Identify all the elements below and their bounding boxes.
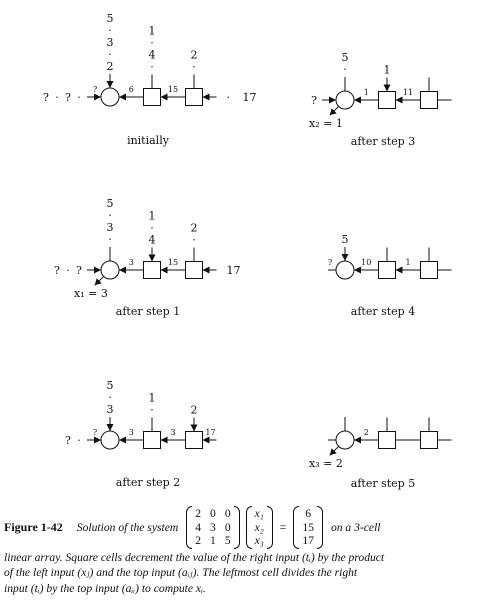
wire-arrow <box>119 437 126 444</box>
matrix-cell: 0 <box>224 507 231 520</box>
top-stream-value: · <box>108 391 112 404</box>
wire-label: 6 <box>128 85 134 94</box>
left-stream-value: ? <box>65 434 71 447</box>
figure-label: Figure 1-42 <box>4 519 63 534</box>
left-stream-value: · <box>77 91 81 104</box>
top-stream-value: 2 <box>106 60 114 73</box>
wire-arrow <box>203 437 210 444</box>
square-cell <box>186 89 203 106</box>
output-value: x₁ = 3 <box>74 287 108 300</box>
top-stream-value: · <box>150 60 154 74</box>
left-stream-value: ? <box>43 91 49 104</box>
wire-label: 1 <box>363 88 369 97</box>
right-input-arrow <box>203 267 210 274</box>
panel-caption: after step 1 <box>115 305 181 318</box>
wire-label: 10 <box>361 258 372 267</box>
wire-label: 3 <box>170 428 176 437</box>
wire-arrow <box>354 437 361 444</box>
square-cell <box>421 432 438 449</box>
figure-caption <box>4 506 474 596</box>
top-stream-value: 3 <box>106 36 114 49</box>
wire-label: 1 <box>405 258 411 267</box>
matrix-cell: 0 <box>224 520 231 534</box>
right-input-arrow <box>203 94 210 101</box>
array-panel <box>43 12 256 147</box>
top-input-arrow <box>191 425 198 432</box>
wire-arrow <box>354 267 361 274</box>
rhs-vector <box>293 506 323 549</box>
top-input-arrow <box>342 254 349 261</box>
rhs-entry: 17 <box>302 534 314 547</box>
wire-label: 2 <box>363 428 369 437</box>
wire-arrow <box>119 94 126 101</box>
divider-cell <box>336 261 354 279</box>
wire-label: ? <box>92 428 98 437</box>
top-stream-value: · <box>150 221 154 235</box>
matrix-cell: 1 <box>210 534 216 547</box>
array-panel <box>309 417 452 490</box>
left-stream-value: · <box>77 434 81 447</box>
top-stream-value: · <box>108 24 112 37</box>
panel-caption: after step 3 <box>350 135 416 148</box>
top-stream-value: · <box>108 209 112 222</box>
top-input-arrow <box>107 81 114 88</box>
matrix-cell: 4 <box>195 520 202 534</box>
top-stream-value: 3 <box>106 221 114 234</box>
caption-line: linear array. Square cells decrement the value of the right input (tᵢ) by the product <box>4 550 385 564</box>
matrix-cell: 5 <box>224 534 231 547</box>
square-cell <box>186 432 203 449</box>
caption-tail: on a 3-cell <box>330 520 381 534</box>
divider-cell <box>101 88 119 106</box>
left-stream-value: ? <box>311 94 317 107</box>
wire-label: 15 <box>167 258 179 267</box>
top-stream-value: 3 <box>106 403 114 416</box>
caption-first-line <box>4 506 474 549</box>
top-stream-value: · <box>192 60 196 74</box>
top-stream-value: 4 <box>148 233 156 247</box>
top-stream-value: 5 <box>341 233 349 246</box>
square-cell <box>421 92 438 109</box>
top-stream-value: 2 <box>190 221 198 235</box>
wire-arrow <box>396 97 403 104</box>
equals-sign: = <box>279 520 287 534</box>
caption-line: of the left input (xⱼ) and the top input (aᵢⱼ). The leftmost cell divides the right <box>4 566 358 579</box>
panel-caption: after step 2 <box>115 476 181 489</box>
top-stream-value: 1 <box>148 24 156 38</box>
divider-cell <box>101 431 119 449</box>
rhs-entry: 15 <box>302 520 314 534</box>
wire-label: 3 <box>128 258 134 267</box>
wire-arrow <box>354 97 361 104</box>
panel-caption: after step 4 <box>350 305 416 318</box>
top-stream-value: · <box>108 48 112 61</box>
array-panel <box>65 379 216 489</box>
wire-label: 17 <box>205 428 216 437</box>
top-input-arrow <box>149 255 156 262</box>
wire-label: ? <box>327 258 333 267</box>
wire-arrow <box>119 267 126 274</box>
wire-arrow <box>161 267 168 274</box>
output-value: x₃ = 2 <box>309 457 343 470</box>
array-panel <box>54 197 240 318</box>
coefficient-matrix <box>186 506 239 549</box>
top-stream-value: · <box>108 233 112 246</box>
output-value: x₂ = 1 <box>309 117 343 130</box>
top-stream-value: 1 <box>383 63 391 77</box>
top-stream-value: 2 <box>190 48 198 62</box>
top-stream-value: 5 <box>106 12 114 25</box>
panel-caption: after step 5 <box>350 477 416 490</box>
top-stream-value: · <box>150 36 154 50</box>
array-panel <box>309 51 452 148</box>
left-input-arrow <box>329 97 336 104</box>
wire-arrow <box>161 437 168 444</box>
right-stream-value: · <box>226 91 230 104</box>
wire-arrow <box>161 94 168 101</box>
top-stream-value: 1 <box>148 209 156 223</box>
top-stream-value: · <box>192 233 196 247</box>
square-cell <box>186 262 203 279</box>
caption-lead: Solution of the system <box>76 520 179 534</box>
matrix-cell: 3 <box>210 520 216 534</box>
top-stream-value: 2 <box>190 403 198 417</box>
caption-line: input (tᵢ) by the top input (aᵢᵢ) to compute xᵢ. <box>4 581 206 595</box>
top-stream-value: 4 <box>148 48 156 62</box>
square-cell <box>144 432 161 449</box>
wire-label: 15 <box>167 85 179 94</box>
matrix-cell: 2 <box>195 507 202 520</box>
panel-caption: initially <box>127 134 169 147</box>
left-stream-value: ? <box>54 264 60 277</box>
right-stream-value: 17 <box>242 91 257 104</box>
wire-label: 11 <box>402 88 414 97</box>
caption-body <box>4 550 474 597</box>
array-panel <box>328 233 452 318</box>
square-cell <box>144 89 161 106</box>
wire-label: 3 <box>128 428 134 437</box>
top-stream-value: 5 <box>106 197 114 210</box>
matrix-cell: 2 <box>195 534 202 547</box>
left-input-arrow <box>94 94 101 101</box>
top-input-arrow <box>107 424 114 431</box>
top-stream-value: · <box>150 403 154 417</box>
left-stream-value: ? <box>65 91 71 104</box>
left-stream-value: · <box>55 91 59 104</box>
left-input-arrow <box>94 437 101 444</box>
square-cell <box>421 262 438 279</box>
left-stream-value: ? <box>76 264 82 277</box>
left-input-arrow <box>94 267 101 274</box>
wire-arrow <box>396 267 403 274</box>
left-stream-value: · <box>66 264 70 277</box>
right-stream-value: 17 <box>226 264 241 277</box>
rhs-entry: 6 <box>305 507 312 520</box>
unknown-entry: x₂ <box>254 520 264 534</box>
unknown-entry: x₁ <box>254 507 264 520</box>
unknown-vector <box>246 506 273 549</box>
square-cell <box>379 92 396 109</box>
matrix-cell: 0 <box>210 507 216 520</box>
unknown-entry: x₃ <box>254 534 264 547</box>
top-stream-value: 5 <box>341 51 349 64</box>
top-stream-value: 1 <box>148 391 156 405</box>
top-stream-value: · <box>343 63 347 76</box>
square-cell <box>379 262 396 279</box>
top-stream-value: 5 <box>106 379 114 392</box>
wire-label: ? <box>92 85 98 94</box>
square-cell <box>144 262 161 279</box>
square-cell <box>379 432 396 449</box>
top-input-arrow <box>384 85 391 92</box>
